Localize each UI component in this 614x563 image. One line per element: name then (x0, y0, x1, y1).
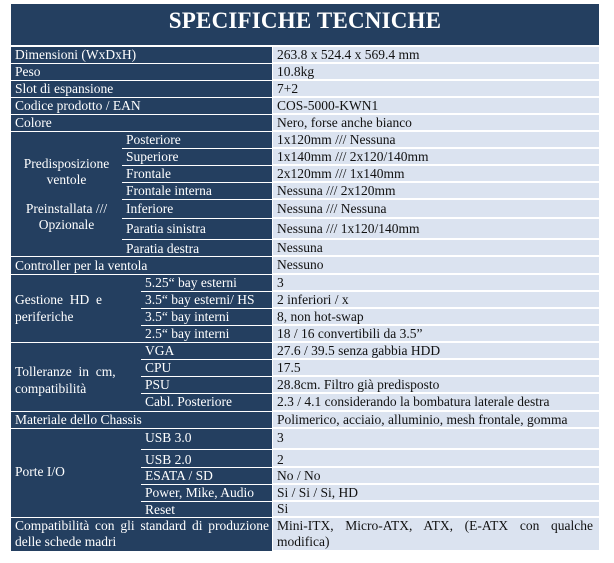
table-row (141, 468, 599, 485)
row-value: 27.6 / 39.5 senza gabbia HDD (272, 343, 599, 360)
row-value: 8, non hot-swap (272, 309, 599, 326)
storage-items (141, 275, 599, 343)
storage-label-line: periferiche (15, 309, 74, 324)
row-label: Superiore (122, 149, 272, 166)
row-value: 7+2 (272, 81, 599, 98)
row-label: Slot di espansione (11, 81, 272, 98)
table-row (11, 98, 599, 115)
row-value: 263.8 x 524.4 x 569.4 mm (272, 47, 599, 64)
tolerances-group-label (11, 343, 141, 412)
table-row (141, 360, 599, 377)
row-label: 3.5“ bay interni (141, 309, 272, 326)
fans-label-line: Predisposizione (23, 155, 110, 171)
row-value: 17.5 (272, 360, 599, 377)
tolerances-label-line: compatibilità (15, 381, 87, 396)
row-value: 10.8kg (272, 64, 599, 81)
row-value: Nero, forse anche bianco (272, 115, 599, 132)
table-row (141, 326, 599, 343)
row-label: Dimensioni (WxDxH) (11, 47, 272, 64)
row-label: USB 2.0 (141, 450, 272, 468)
table-row (11, 257, 599, 275)
row-label: Controller per la ventola (11, 257, 272, 275)
row-label: 3.5“ bay esterni/ HS (141, 292, 272, 309)
table-row (11, 518, 599, 552)
row-label: Colore (11, 115, 272, 132)
table-row (122, 219, 599, 240)
fans-group-label (11, 132, 122, 257)
table-title: SPECIFICHE TECNICHE (11, 4, 599, 47)
table-row (141, 309, 599, 326)
row-label: Paratia destra (122, 240, 272, 257)
fans-label-line: Opzionale (38, 216, 95, 232)
ports-group (11, 429, 599, 518)
table-row (11, 81, 599, 98)
row-value: Mini-ITX, Micro-ATX, ATX, (E-ATX con qualche modifica) (272, 518, 599, 552)
storage-label-line: Gestione HD e (15, 292, 102, 307)
row-value: 2x120mm /// 1x140mm (272, 166, 599, 183)
row-value: No / No (272, 468, 599, 485)
row-label: Materiale dello Chassis (11, 412, 272, 429)
table-row (141, 275, 599, 292)
storage-group (11, 275, 599, 343)
table-row (141, 343, 599, 360)
row-value: Si (272, 502, 599, 518)
storage-group-label (11, 275, 141, 343)
table-row (122, 200, 599, 219)
row-value: Nessuna (272, 240, 599, 257)
table-row (11, 412, 599, 429)
fans-label-line: Preinstallata /// (25, 200, 108, 216)
table-row (141, 377, 599, 394)
table-row (141, 485, 599, 502)
row-value: Nessuna /// 2x120mm (272, 183, 599, 200)
row-value: Nessuna /// 1x120/140mm (272, 219, 599, 240)
table-row (141, 429, 599, 450)
table-row (141, 394, 599, 412)
row-value: 2 inferiori / x (272, 292, 599, 309)
table-row (11, 47, 599, 64)
fans-label-line: ventole (46, 171, 87, 187)
row-label: Inferiore (122, 200, 272, 219)
row-label: Peso (11, 64, 272, 81)
row-value: 2.3 / 4.1 considerando la bombatura laterale destra (272, 394, 599, 412)
specs-table (11, 4, 599, 552)
row-value: 18 / 16 convertibili da 3.5” (272, 326, 599, 343)
table-row (122, 149, 599, 166)
row-label: 2.5“ bay interni (141, 326, 272, 343)
table-row (141, 450, 599, 468)
row-label: Frontale interna (122, 183, 272, 200)
fans-items (122, 132, 599, 257)
row-label: Paratia sinistra (122, 219, 272, 240)
row-value: 28.8cm. Filtro già predisposto (272, 377, 599, 394)
row-value: 3 (272, 275, 599, 292)
row-value: 3 (272, 429, 599, 450)
row-label: Cabl. Posteriore (141, 394, 272, 412)
table-row (11, 115, 599, 132)
row-label: CPU (141, 360, 272, 377)
row-value: 2 (272, 450, 599, 468)
table-row (11, 64, 599, 81)
row-label: 5.25“ bay esterni (141, 275, 272, 292)
row-label: USB 3.0 (141, 429, 272, 450)
tolerances-label-line: Tolleranze in cm, (15, 364, 116, 379)
table-row (122, 240, 599, 257)
row-label: ESATA / SD (141, 468, 272, 485)
fans-group (11, 132, 599, 257)
table-row (141, 292, 599, 309)
row-label: Power, Mike, Audio (141, 485, 272, 502)
row-label: Compatibilità con gli standard di produzione delle schede madri (11, 518, 272, 552)
row-label: Posteriore (122, 132, 272, 149)
table-row (122, 132, 599, 149)
tolerances-items (141, 343, 599, 412)
ports-group-label: Porte I/O (11, 429, 141, 518)
row-value: 1x140mm /// 2x120/140mm (272, 149, 599, 166)
row-value: Nessuna /// Nessuna (272, 200, 599, 219)
row-value: Polimerico, acciaio, alluminio, mesh frontale, gomma (272, 412, 599, 429)
row-label: Codice prodotto / EAN (11, 98, 272, 115)
table-row (122, 166, 599, 183)
ports-items (141, 429, 599, 518)
row-label: PSU (141, 377, 272, 394)
row-value: Nessuno (272, 257, 599, 275)
table-row (122, 183, 599, 200)
tolerances-group (11, 343, 599, 412)
row-label: Reset (141, 502, 272, 518)
row-value: 1x120mm /// Nessuna (272, 132, 599, 149)
row-value: COS-5000-KWN1 (272, 98, 599, 115)
row-label: VGA (141, 343, 272, 360)
row-label: Frontale (122, 166, 272, 183)
table-row (141, 502, 599, 518)
row-value: Si / Si / Si, HD (272, 485, 599, 502)
